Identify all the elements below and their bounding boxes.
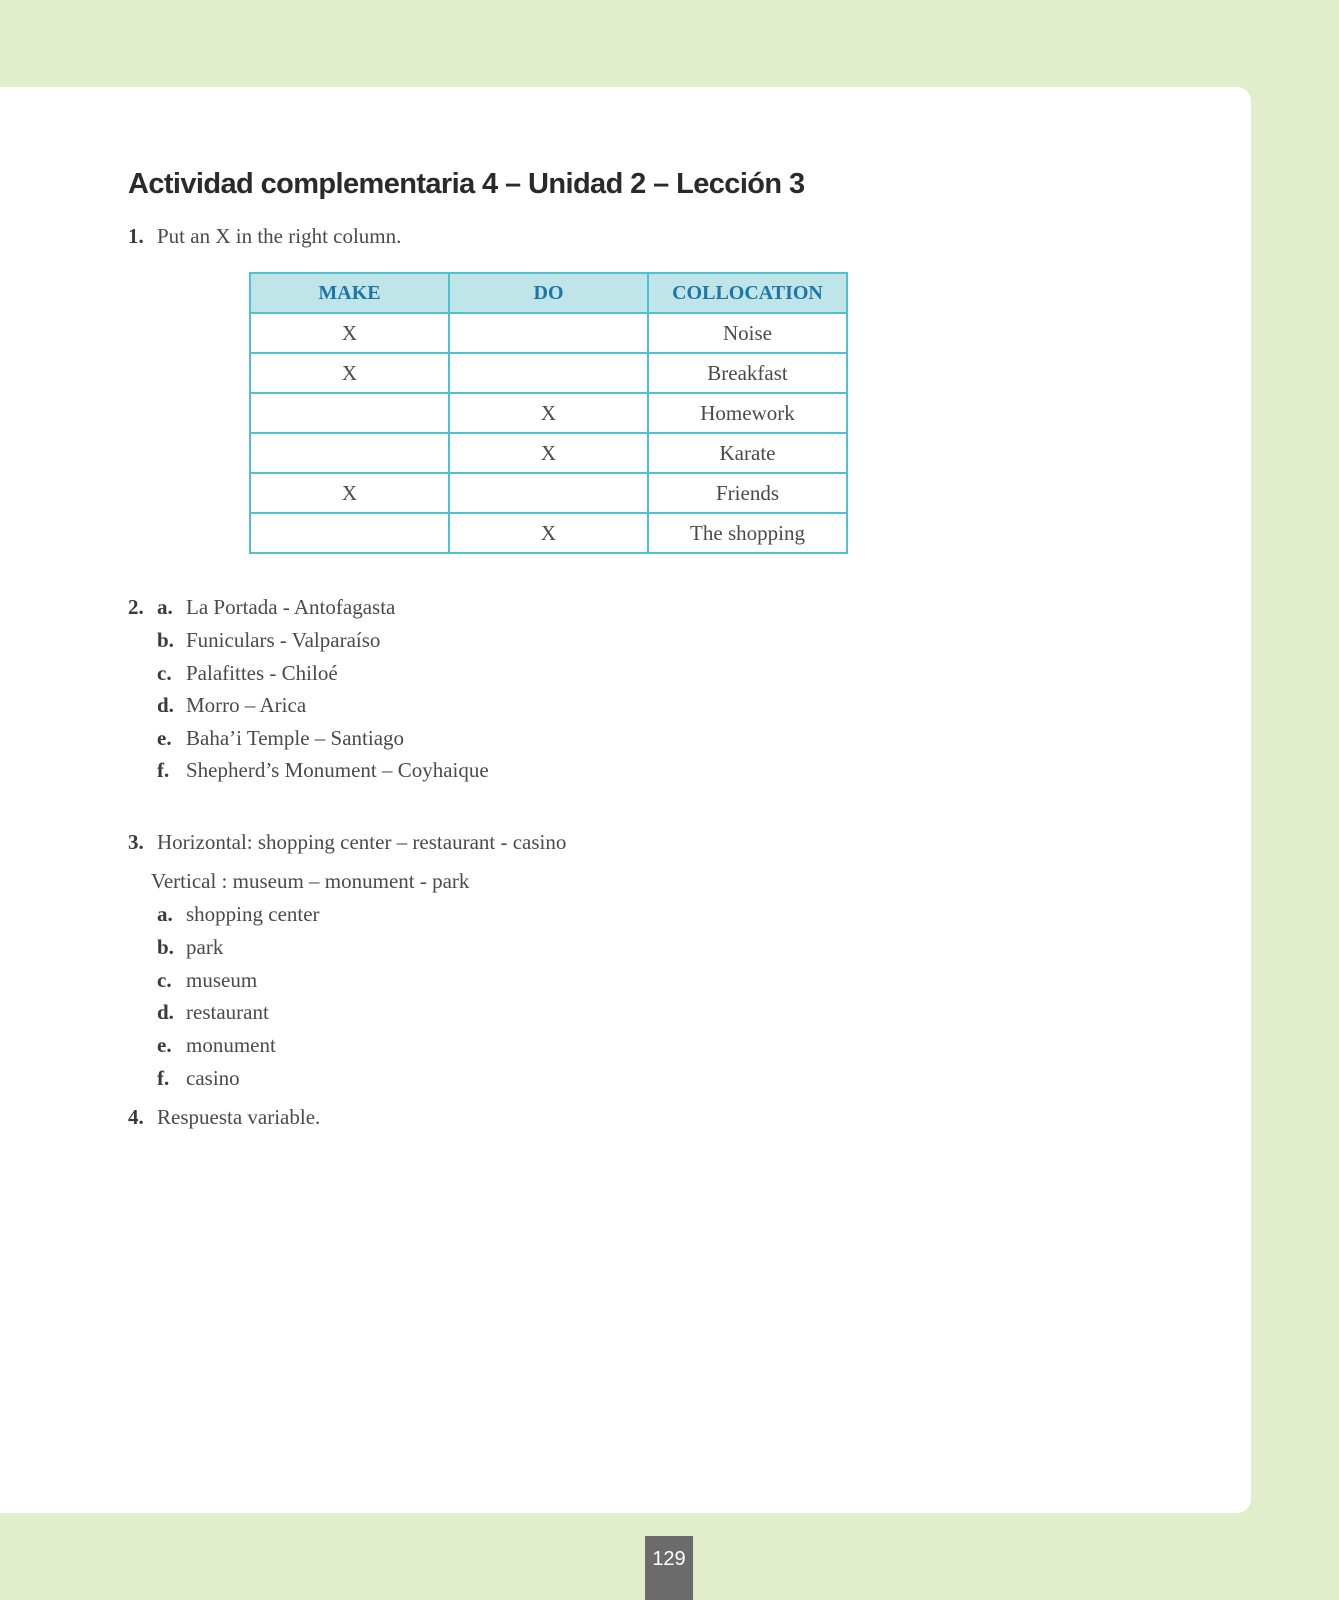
question-4-text: Respuesta variable.	[157, 1105, 321, 1129]
cell-collocation: Noise	[648, 313, 847, 353]
cell-make	[250, 513, 449, 553]
item-letter: f.	[157, 758, 170, 782]
cell-collocation: Homework	[648, 393, 847, 433]
item-text: casino	[186, 1066, 240, 1090]
item-text: Funiculars - Valparaíso	[186, 628, 381, 652]
question-3-horizontal	[128, 829, 566, 855]
header-do: DO	[449, 273, 648, 313]
header-make: MAKE	[250, 273, 449, 313]
question-4-number: 4.	[128, 1105, 144, 1129]
item-letter: c.	[157, 661, 172, 685]
question-2-item-e	[157, 725, 404, 751]
question-4	[128, 1104, 320, 1130]
page-title: Actividad complementaria 4 – Unidad 2 – Lección 3	[128, 168, 805, 200]
question-2-item-a	[128, 594, 395, 620]
question-2-number: 2.	[128, 595, 144, 619]
question-3-item-f	[157, 1065, 240, 1091]
item-letter: b.	[157, 628, 174, 652]
item-letter: d.	[157, 1000, 174, 1024]
table-row	[250, 393, 847, 433]
question-2-item-f	[157, 757, 489, 783]
cell-make	[250, 393, 449, 433]
question-2-item-d	[157, 692, 306, 718]
question-2-item-c	[157, 660, 338, 686]
make-do-table	[249, 272, 848, 554]
question-3-item-d	[157, 999, 269, 1025]
header-collocation: COLLOCATION	[648, 273, 847, 313]
item-letter: d.	[157, 693, 174, 717]
item-text: Shepherd’s Monument – Coyhaique	[186, 758, 489, 782]
item-text: La Portada - Antofagasta	[186, 595, 396, 619]
cell-do	[449, 353, 648, 393]
item-letter: e.	[157, 726, 172, 750]
item-letter: a.	[157, 595, 173, 619]
item-letter: b.	[157, 935, 174, 959]
cell-make: X	[250, 473, 449, 513]
table-row	[250, 513, 847, 553]
cell-collocation: The shopping	[648, 513, 847, 553]
item-text: Baha’i Temple – Santiago	[186, 726, 405, 750]
horizontal-words: Horizontal: shopping center – restaurant - casino	[157, 830, 567, 854]
cell-do: X	[449, 393, 648, 433]
cell-do	[449, 313, 648, 353]
cell-make	[250, 433, 449, 473]
question-1-number: 1.	[128, 224, 144, 248]
question-3-number: 3.	[128, 830, 144, 854]
item-letter: f.	[157, 1066, 170, 1090]
item-text: shopping center	[186, 902, 320, 926]
table-row	[250, 313, 847, 353]
item-text: Morro – Arica	[186, 693, 307, 717]
question-3-item-a	[157, 901, 320, 927]
cell-collocation: Friends	[648, 473, 847, 513]
question-3-item-e	[157, 1032, 276, 1058]
cell-collocation: Breakfast	[648, 353, 847, 393]
item-text: park	[186, 935, 224, 959]
cell-do	[449, 473, 648, 513]
question-2-item-b	[157, 627, 380, 653]
page-number: 129	[645, 1536, 693, 1600]
question-1-prompt: Put an X in the right column.	[157, 224, 402, 248]
item-letter: c.	[157, 968, 172, 992]
item-text: museum	[186, 968, 258, 992]
item-text: restaurant	[186, 1000, 269, 1024]
table-row	[250, 433, 847, 473]
question-1	[128, 223, 401, 249]
cell-make: X	[250, 313, 449, 353]
item-text: Palafittes - Chiloé	[186, 661, 338, 685]
question-3-vertical	[151, 868, 469, 894]
item-letter: e.	[157, 1033, 172, 1057]
table-row	[250, 353, 847, 393]
item-text: monument	[186, 1033, 276, 1057]
cell-make: X	[250, 353, 449, 393]
cell-do: X	[449, 513, 648, 553]
item-letter: a.	[157, 902, 173, 926]
cell-collocation: Karate	[648, 433, 847, 473]
question-3-item-b	[157, 934, 223, 960]
question-3-item-c	[157, 967, 257, 993]
cell-do: X	[449, 433, 648, 473]
table-header-row	[250, 273, 847, 313]
vertical-words: Vertical : museum – monument - park	[151, 869, 470, 893]
table-row	[250, 473, 847, 513]
